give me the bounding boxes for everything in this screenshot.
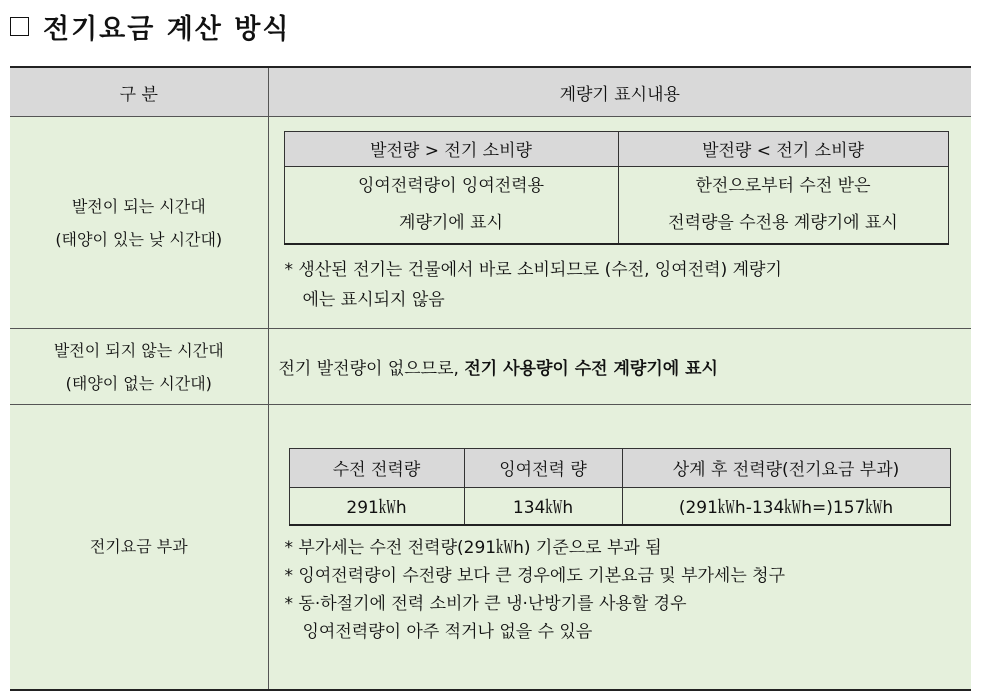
inner-value-cell: 291㎾h	[289, 487, 464, 525]
content-text-bold: 전기 사용량이 수전 계량기에 표시	[464, 359, 718, 379]
inner-header-cell: 발전량 > 전기 소비량	[284, 131, 618, 166]
inner-cell-line: 전력량을 수전용 계량기에 표시	[668, 212, 898, 233]
row-label-line: 전기요금 부과	[89, 537, 188, 557]
table-row-generating	[10, 117, 971, 329]
inner-cell	[284, 166, 618, 244]
row-content-generating	[268, 117, 971, 329]
row-label-line: (태양이 있는 낮 시간대)	[55, 229, 223, 249]
note-line: * 생산된 전기는 건물에서 바로 소비되므로 (수전, 잉여전력) 계량기	[284, 259, 782, 280]
table-header-row	[10, 67, 971, 117]
inner-header-cell: 발전량 < 전기 소비량	[618, 131, 948, 166]
inner-header-cell: 수전 전력량	[289, 448, 464, 487]
header-category: 구 분	[10, 67, 268, 117]
inner-cell-line: 한전으로부터 수전 받은	[695, 175, 871, 196]
inner-cell-line: 잉여전력량이 잉여전력용	[357, 175, 545, 196]
checkbox-square-icon	[10, 17, 29, 36]
inner-cell	[618, 166, 948, 244]
power-calculation-table	[289, 448, 951, 526]
billing-table	[10, 66, 971, 691]
note-line: 잉여전력량이 아주 적거나 없을 수 있음	[302, 621, 593, 642]
generation-comparison-table	[284, 131, 949, 245]
note-block	[285, 255, 972, 315]
note-line: 에는 표시되지 않음	[302, 289, 445, 310]
inner-header-cell: 잉여전력 량	[464, 448, 622, 487]
note-line: * 동·하절기에 전력 소비가 큰 냉·난방기를 사용할 경우	[284, 593, 687, 614]
table-row-billing	[10, 405, 971, 690]
row-label-not-generating	[10, 329, 268, 405]
page-title	[10, 6, 290, 46]
row-label-line: 발전이 되는 시간대	[71, 196, 206, 216]
inner-value-cell: 134㎾h	[464, 487, 622, 525]
header-meter-display: 계량기 표시내용	[268, 67, 971, 117]
note-block	[285, 534, 972, 646]
page-title-text: 전기요금 계산 방식	[43, 13, 291, 45]
row-label-line: (태양이 없는 시간대)	[65, 373, 212, 393]
inner-value-cell: (291㎾h-134㎾h=)157㎾h	[622, 487, 950, 525]
row-label-billing	[10, 405, 268, 690]
row-label-line: 발전이 되지 않는 시간대	[53, 340, 224, 360]
row-content-not-generating	[268, 329, 971, 405]
content-text: 전기 발전량이 없으므로,	[278, 359, 465, 379]
row-label-generating	[10, 117, 268, 329]
inner-header-cell: 상계 후 전력량(전기요금 부과)	[622, 448, 950, 487]
note-line: * 잉여전력량이 수전량 보다 큰 경우에도 기본요금 및 부가세는 청구	[284, 565, 786, 586]
note-line: * 부가세는 수전 전력량(291㎾h) 기준으로 부과 됨	[284, 537, 662, 558]
table-row-not-generating	[10, 329, 971, 405]
inner-cell-line: 계량기에 표시	[399, 212, 503, 233]
row-content-billing	[268, 405, 971, 690]
